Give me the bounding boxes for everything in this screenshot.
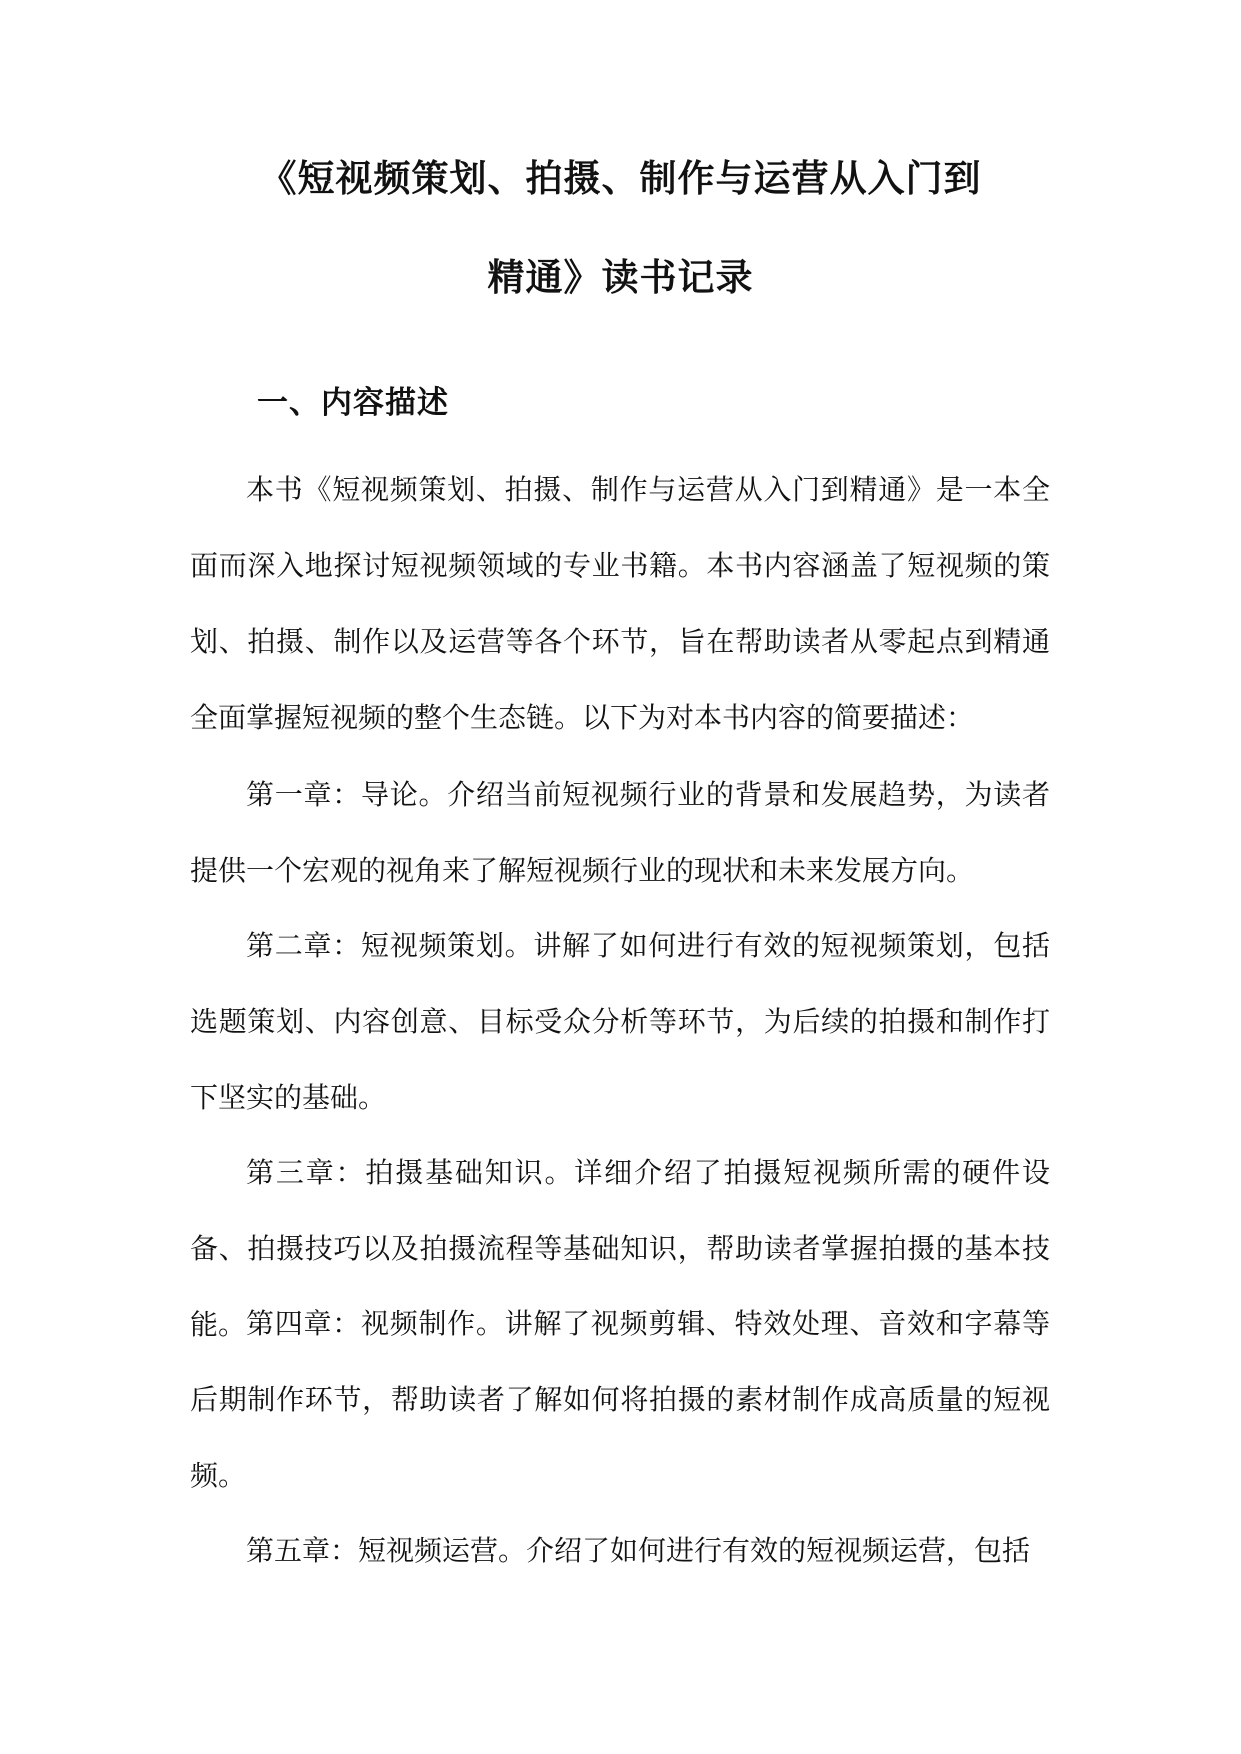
paragraph-chapter-5 <box>190 1513 1050 1589</box>
paragraph-intro <box>190 452 1050 756</box>
document-title-line-2: 精通》读书记录 <box>487 255 754 299</box>
paragraph-chapter-2 <box>190 908 1050 1136</box>
document-title-line-1: 《短视频策划、拍摄、制作与运营从入门到 <box>259 156 982 200</box>
paragraph-chapter-1 <box>190 757 1050 909</box>
paragraph-text: 第一章：导论。介绍当前短视频行业的背景和发展趋势，为读者提供一个宏观的视角来了解短视频行业的现状和未来发展方向。 <box>190 778 1050 887</box>
section-heading: 一、内容描述 <box>257 385 449 421</box>
paragraph-chapter-4 <box>190 1286 1050 1514</box>
paragraph-text: 本书《短视频策划、拍摄、制作与运营从入门到精通》是一本全面而深入地探讨短视频领域的专业书籍。本书内容涵盖了短视频的策划、拍摄、制作以及运营等各个环节，旨在帮助读者从零起点到精通全面掌握短视频的整个生态链。以下为对本书内容的简要描述： <box>190 473 1050 734</box>
paragraph-text: 第四章：视频制作。讲解了视频剪辑、特效处理、音效和字幕等后期制作环节，帮助读者了解如何将拍摄的素材制作成高质量的短视频。 <box>190 1307 1050 1492</box>
paragraph-text: 第五章：短视频运营。介绍了如何进行有效的短视频运营，包括 <box>246 1534 1031 1567</box>
paragraph-text: 第三章：拍摄基础知识。详细介绍了拍摄短视频所需的硬件设备、拍摄技巧以及拍摄流程等基础知识，帮助读者掌握拍摄的基本技能。 <box>190 1156 1050 1341</box>
paragraph-text: 第二章：短视频策划。讲解了如何进行有效的短视频策划，包括选题策划、内容创意、目标受众分析等环节，为后续的拍摄和制作打下坚实的基础。 <box>190 929 1050 1114</box>
